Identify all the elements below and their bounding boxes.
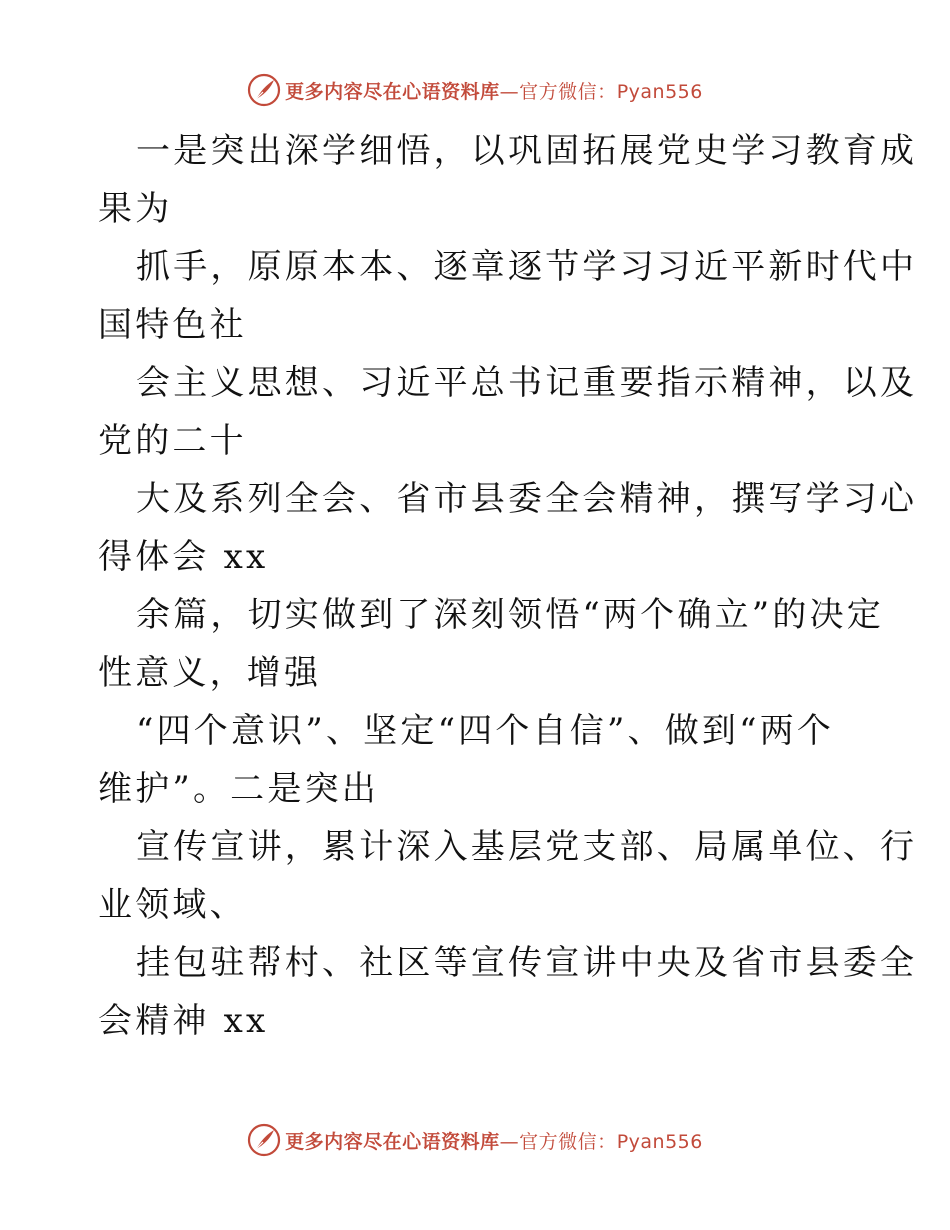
body-line: 性意义，增强 [98, 653, 322, 693]
footer-watermark [0, 1120, 950, 1160]
watermark-wechat-id: Pyan556 [616, 80, 703, 103]
watermark-label: 官方微信： [519, 1130, 617, 1153]
watermark-wechat-id: Pyan556 [616, 1130, 703, 1153]
watermark-label: 官方微信： [519, 80, 617, 103]
body-line: 宣传宣讲，累计深入基层党支部、局属单位、行 [136, 827, 918, 867]
body-line: 会主义思想、习近平总书记重要指示精神，以及 [136, 363, 918, 403]
body-line: 大及系列全会、省市县委全会精神，撰写学习心 [136, 479, 918, 519]
body-line: 会精神 xx [98, 1001, 269, 1041]
body-line: 国特色社 [98, 305, 247, 345]
body-line: 挂包驻帮村、社区等宣传宣讲中央及省市县委全 [136, 943, 918, 983]
body-line: “四个意识”、坚定“四个自信”、做到“两个 [136, 711, 835, 751]
body-line: 余篇，切实做到了深刻领悟“两个确立”的决定 [136, 595, 884, 635]
body-line: 一是突出深学细悟，以巩固拓展党史学习教育成 [136, 131, 918, 171]
body-line: 业领域、 [98, 885, 247, 925]
watermark-dash: — [499, 1130, 520, 1153]
watermark-dash: — [499, 80, 520, 103]
header-watermark [0, 70, 950, 110]
watermark-text [285, 1127, 703, 1154]
body-line: 党的二十 [98, 421, 247, 461]
quill-pen-logo-icon [247, 1123, 281, 1157]
quill-pen-logo-icon [247, 73, 281, 107]
body-line: 抓手，原原本本、逐章逐节学习习近平新时代中 [136, 247, 918, 287]
document-body [98, 122, 918, 1050]
body-line: 得体会 xx [98, 537, 269, 577]
watermark-site-text: 更多内容尽在心语资料库 [285, 1130, 500, 1153]
body-line: 果为 [98, 189, 173, 229]
watermark-site-text: 更多内容尽在心语资料库 [285, 80, 500, 103]
watermark-text [285, 77, 703, 104]
body-line: 维护”。二是突出 [98, 769, 379, 809]
